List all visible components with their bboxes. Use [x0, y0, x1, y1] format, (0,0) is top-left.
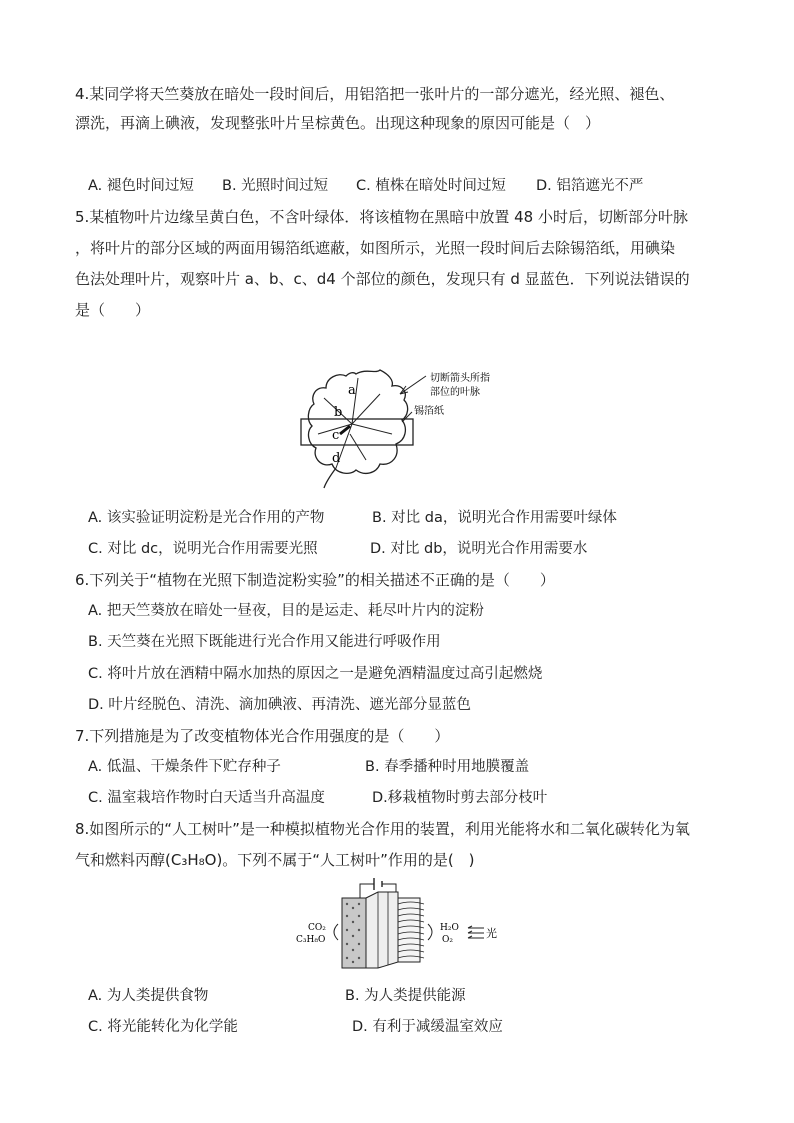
label-tin-foil: 锡箔纸 — [414, 406, 444, 417]
q7-option-c: C. 温室栽培作物时白天适当升高温度 — [88, 790, 325, 806]
q6-option-b: B. 天竺葵在光照下既能进行光合作用又能进行呼吸作用 — [88, 634, 441, 650]
q7-stem: 7.下列措施是为了改变植物体光合作用强度的是（ ） — [75, 727, 450, 745]
q4-option-d: D. 铝箔遮光不严 — [536, 178, 644, 194]
label-cut-vein-line2: 部位的叶脉 — [430, 387, 480, 398]
label-light: 光 — [486, 927, 497, 940]
q8-option-d: D. 有利于减缓温室效应 — [352, 1019, 503, 1035]
q7-option-d: D.移栽植物时剪去部分枝叶 — [372, 790, 548, 806]
q4-stem-line1: 4.某同学将天竺葵放在暗处一段时间后，用铝箔把一张叶片的一部分遮光，经光照、褪色、 — [75, 85, 675, 103]
q4-option-b: B. 光照时间过短 — [222, 178, 329, 194]
label-propanol: C₃H₈O — [296, 935, 326, 945]
q8-option-b: B. 为人类提供能源 — [345, 988, 466, 1004]
q5-option-a: A. 该实验证明淀粉是光合作用的产物 — [88, 510, 325, 526]
q8-stem-line2: 气和燃料丙醇(C₃H₈O)。下列不属于“人工树叶”作用的是( ) — [75, 851, 475, 869]
q5-stem-line2: ，将叶片的部分区域的两面用锡箔纸遮蔽，如图所示，光照一段时间后去除锡箔纸，用碘染 — [75, 239, 676, 257]
q4-stem-line2: 漂洗，再滴上碘液，发现整张叶片呈棕黄色。出现这种现象的原因可能是（ ） — [75, 114, 601, 132]
q5-option-d: D. 对比 db，说明光合作用需要水 — [370, 541, 588, 557]
leaf-label-a: a — [348, 383, 356, 398]
artificial-leaf-diagram — [290, 876, 510, 972]
label-h2o: H₂O — [440, 923, 459, 933]
q6-option-c: C. 将叶片放在酒精中隔水加热的原因之一是避免酒精温度过高引起燃烧 — [88, 666, 543, 682]
q7-option-a: A. 低温、干燥条件下贮存种子 — [88, 759, 281, 775]
q6-option-a: A. 把天竺葵放在暗处一昼夜，目的是运走、耗尽叶片内的淀粉 — [88, 603, 484, 619]
leaf-diagram — [296, 364, 526, 489]
q4-option-a: A. 褪色时间过短 — [88, 178, 194, 194]
label-co2: CO₂ — [308, 923, 326, 933]
q6-stem: 6.下列关于“植物在光照下制造淀粉实验”的相关描述不正确的是（ ） — [75, 571, 555, 589]
label-cut-vein-line1: 切断箭头所指 — [430, 373, 490, 384]
q5-option-c: C. 对比 dc，说明光合作用需要光照 — [88, 541, 318, 557]
leaf-label-d: d — [332, 451, 341, 466]
q8-option-c: C. 将光能转化为化学能 — [88, 1019, 238, 1035]
q8-stem-line1: 8.如图所示的“人工树叶”是一种模拟植物光合作用的装置，利用光能将水和二氧化碳转化为氧 — [75, 820, 690, 838]
q6-option-d: D. 叶片经脱色、清洗、滴加碘液、再清洗、遮光部分显蓝色 — [88, 697, 471, 713]
q5-stem-line3: 色法处理叶片，观察叶片 a、b、c、d4 个部位的颜色，发现只有 d 显蓝色．下列说法错误的 — [75, 270, 690, 288]
label-o2: O₂ — [442, 935, 453, 945]
q5-stem-line4: 是（ ） — [75, 301, 151, 319]
q5-option-b: B. 对比 da，说明光合作用需要叶绿体 — [372, 510, 617, 526]
q7-option-b: B. 春季播种时用地膜覆盖 — [365, 759, 530, 775]
q5-stem-line1: 5.某植物叶片边缘呈黄白色，不含叶绿体．将该植物在黑暗中放置 48 小时后，切断部分叶脉 — [75, 208, 688, 226]
leaf-label-c: c — [332, 428, 340, 443]
leaf-label-b: b — [334, 405, 343, 420]
q8-option-a: A. 为人类提供食物 — [88, 988, 209, 1004]
q4-option-c: C. 植株在暗处时间过短 — [356, 178, 506, 194]
